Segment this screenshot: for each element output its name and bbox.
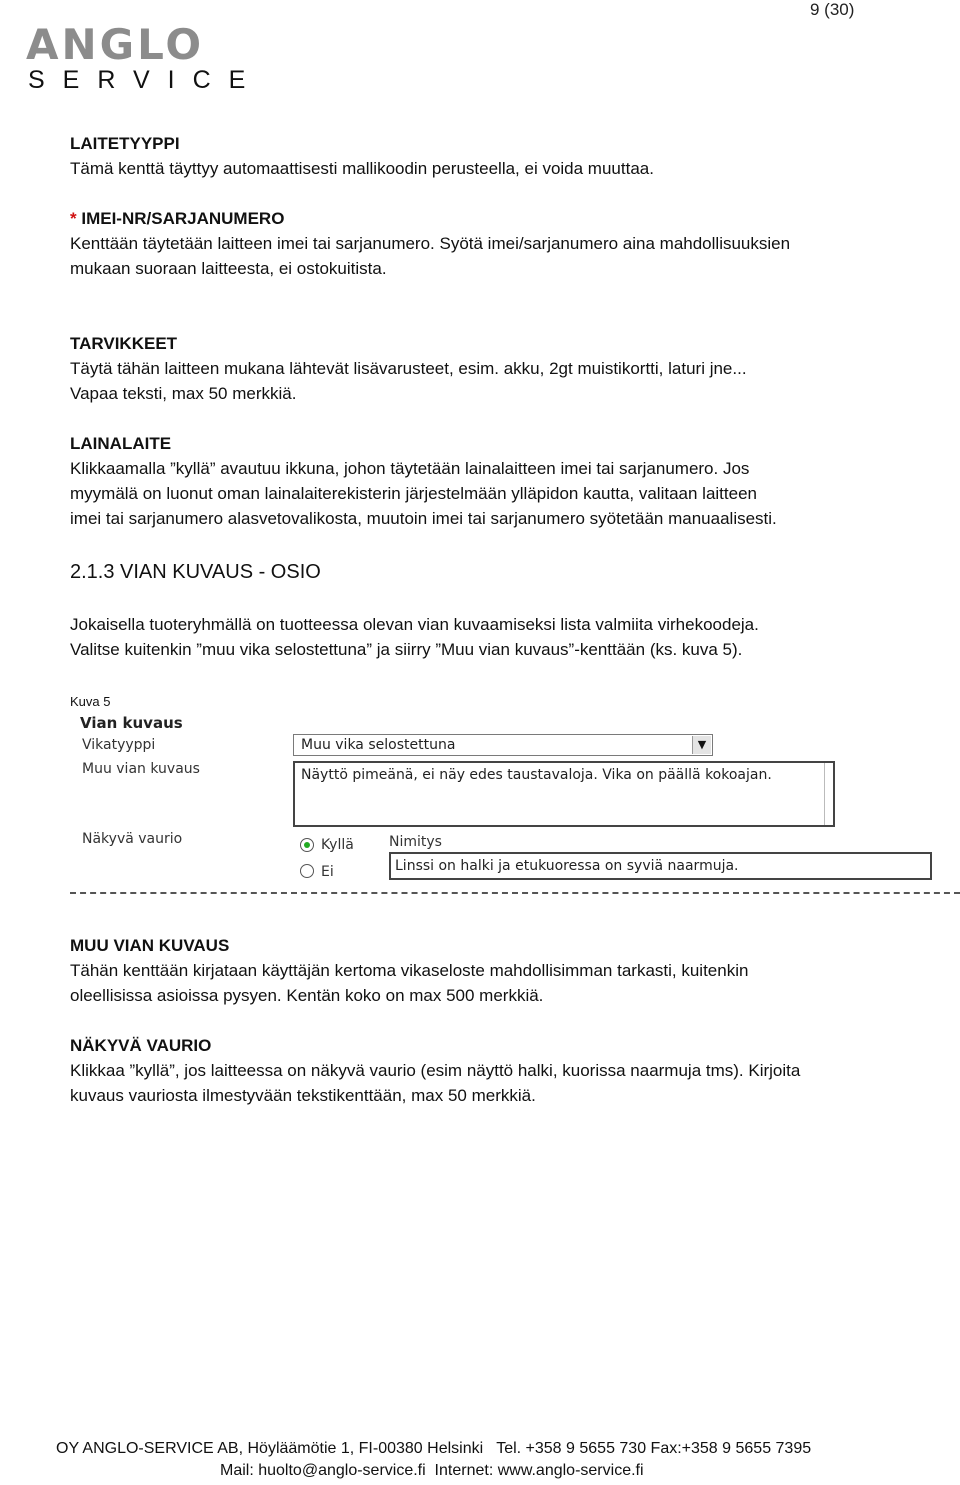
nimitys-input[interactable] [389,852,932,880]
laitetyyppi-text: Tämä kenttä täyttyy automaattisesti mallikoodin perusteella, ei voida muuttaa. [70,159,654,178]
lainalaite-text-line2: myymälä on luonut oman lainalaiterekisterin järjestelmään ylläpidon kautta, valitaan laitteen [70,484,757,503]
lainalaite-text-line3: imei tai sarjanumero alasvetovalikosta, muutoin imei tai sarjanumero syötetään manuaalisesti. [70,509,777,528]
radio-kylla[interactable] [300,838,314,852]
tarvikkeet-text-line2: Vapaa teksti, max 50 merkkiä. [70,384,297,403]
nakyva-vaurio-label: Näkyvä vaurio [82,831,183,847]
imei-text-line1: Kenttään täytetään laitteen imei tai sarjanumero. Syötä imei/sarjanumero aina mahdollisuuksien [70,234,791,253]
vikatyyppi-select[interactable] [293,734,713,756]
required-mark: * [70,209,77,228]
footer-contact: Mail: huolto@anglo-service.fi Internet: www.anglo-service.fi [220,1462,644,1479]
company-logo [26,20,266,94]
muu-vian-kuvaus-text-line2: oleellisissa asioissa pysyen. Kentän koko on max 500 merkkiä. [70,986,544,1005]
textarea-scrollbar[interactable] [824,763,833,825]
imei-heading-text: IMEI-NR/SARJANUMERO [81,209,285,228]
lainalaite-text-line1: Klikkaamalla ”kyllä” avautuu ikkuna, johon täytetään lainalaitteen imei tai sarjanumero. Jos [70,459,750,478]
lainalaite-heading: LAINALAITE [70,434,172,453]
tarvikkeet-heading: TARVIKKEET [70,334,178,353]
nimitys-label: Nimitys [389,834,442,850]
page-number: 9 (30) [810,0,855,19]
tarvikkeet-text-line1: Täytä tähän laitteen mukana lähtevät lisävarusteet, esim. akku, 2gt muistikortti, laturi jne... [70,359,747,378]
vian-kuvaus-form-screenshot [70,708,960,898]
imei-heading [70,206,284,231]
nakyva-vaurio-heading: NÄKYVÄ VAURIO [70,1036,212,1055]
imei-text-line2: mukaan suoraan laitteesta, ei ostokuitista. [70,259,387,278]
vikatyyppi-label: Vikatyyppi [82,737,156,753]
nakyva-vaurio-text-line2: kuvaus vauriosta ilmestyvään tekstikenttään, max 50 merkkiä. [70,1086,536,1105]
figure-caption: Kuva 5 [70,694,111,709]
muu-vian-kuvaus-label: Muu vian kuvaus [82,761,200,777]
chevron-down-icon[interactable]: ▼ [692,736,711,754]
radio-ei[interactable] [300,864,314,878]
radio-ei-label: Ei [321,864,334,880]
nimitys-value: Linssi on halki ja etukuoressa on syviä naarmuja. [395,858,739,874]
muu-vian-kuvaus-heading: MUU VIAN KUVAUS [70,936,230,955]
radio-kylla-label: Kyllä [321,837,354,853]
footer-address: OY ANGLO-SERVICE AB, Höyläämötie 1, FI-00380 Helsinki Tel. +358 9 5655 730 Fax:+358 9 5655 7395 [56,1440,812,1457]
vian-kuvaus-text-line2: Valitse kuitenkin ”muu vika selostettuna” ja siirry ”Muu vian kuvaus”-kenttään (ks. kuva 5). [70,640,743,659]
form-title: Vian kuvaus [80,714,183,732]
vikatyyppi-selected-value: Muu vika selostettuna [301,737,456,753]
muu-vian-kuvaus-value: Näyttö pimeänä, ei näy edes taustavaloja. Vika on päällä kokoajan. [301,767,772,783]
logo-wordmark-bottom: SERVICE [28,66,264,94]
laitetyyppi-heading: LAITETYYPPI [70,134,180,153]
muu-vian-kuvaus-text-line1: Tähän kenttään kirjataan käyttäjän kertoma vikaseloste mahdollisimman tarkasti, kuitenkin [70,961,749,980]
logo-wordmark-top: ANGLO [26,20,205,69]
vian-kuvaus-section-heading: 2.1.3 VIAN KUVAUS - OSIO [70,561,321,583]
vian-kuvaus-text-line1: Jokaisella tuoteryhmällä on tuotteessa olevan vian kuvaamiseksi lista valmiita virhekoodeja. [70,615,759,634]
nakyva-vaurio-text-line1: Klikkaa ”kyllä”, jos laitteessa on näkyvä vaurio (esim näyttö halki, kuorissa naarmuja tms). Kirjoita [70,1061,801,1080]
dashed-divider [70,892,960,894]
muu-vian-kuvaus-textarea[interactable] [293,761,835,827]
